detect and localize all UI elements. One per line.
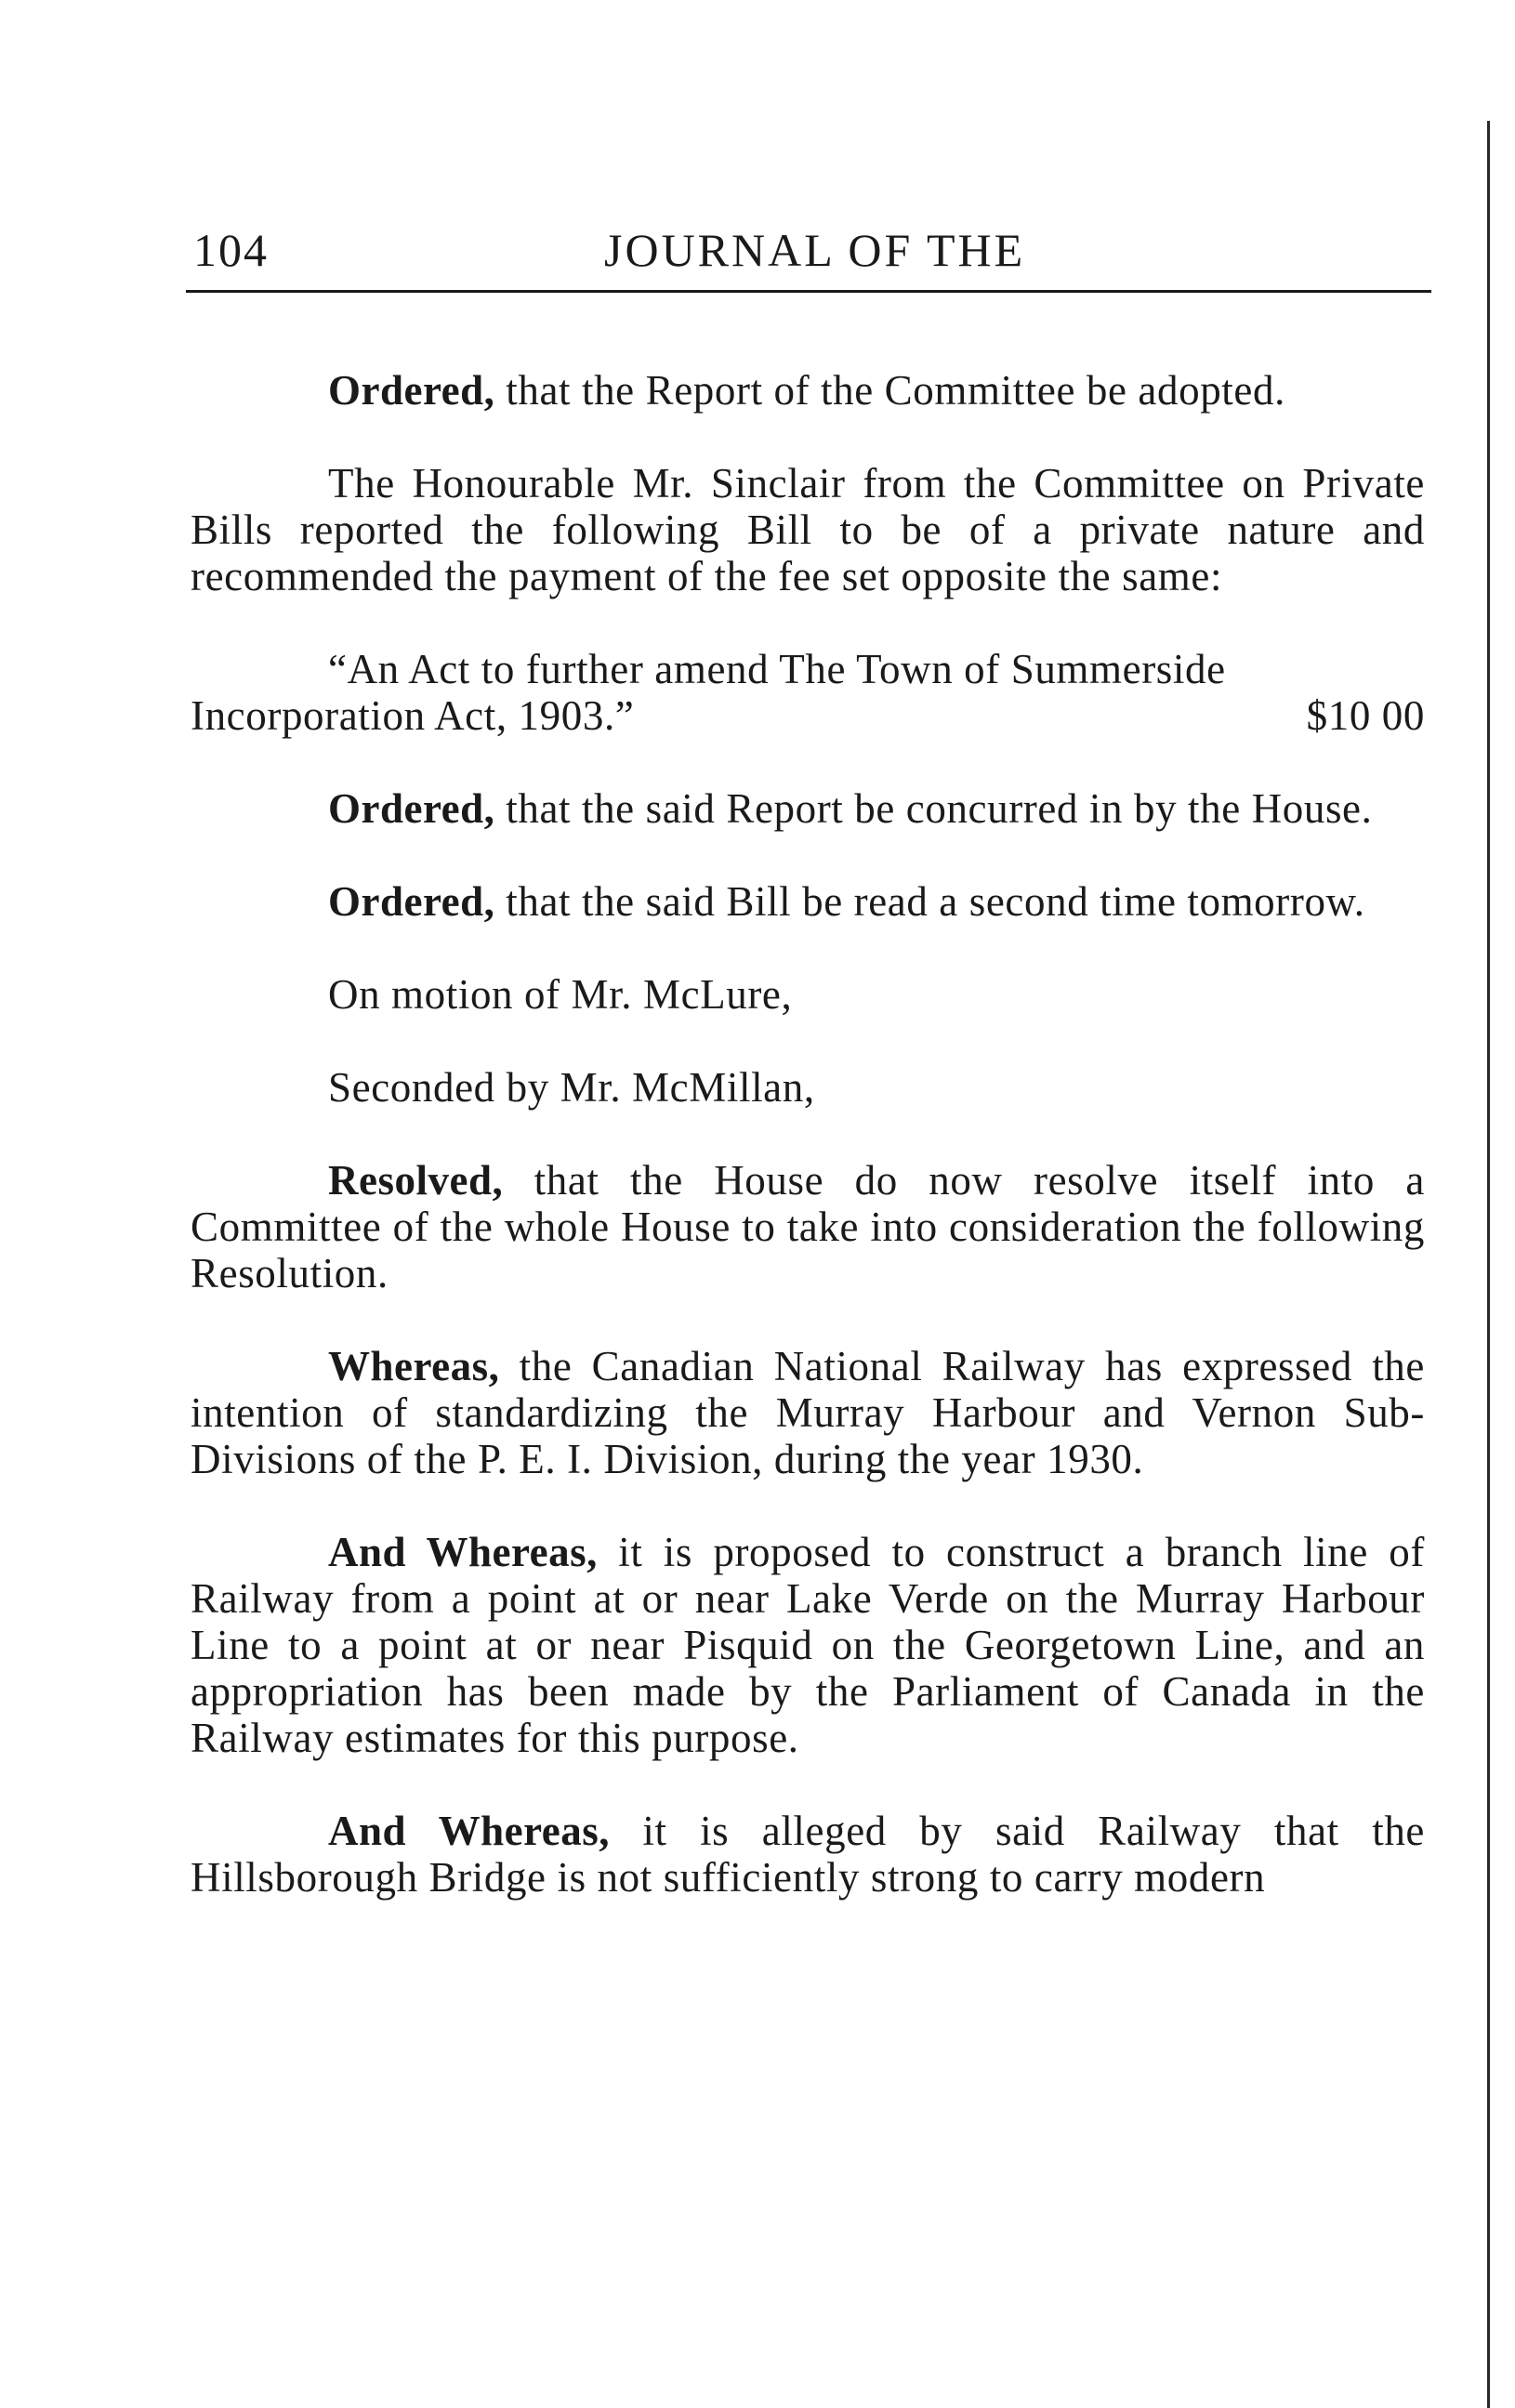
bill-entry bbox=[191, 646, 1425, 739]
paragraph-lead: Ordered, bbox=[328, 785, 495, 832]
paragraph-lead: And Whereas, bbox=[328, 1529, 598, 1575]
seconded-line: Seconded by Mr. McMillan, bbox=[328, 1064, 815, 1111]
page-number: 104 bbox=[193, 224, 269, 276]
page-header bbox=[186, 223, 1431, 290]
header-rule bbox=[186, 290, 1431, 293]
paragraph-text: that the said Report be concurred in by the House. bbox=[494, 785, 1373, 832]
paragraph-text: that the House do now resolve itself into a Committee of the whole House to take into consideration the following Resolution. bbox=[191, 1157, 1425, 1296]
paragraph-and-whereas-branch-line bbox=[191, 1529, 1425, 1761]
bill-title-continued: Incorporation Act, 1903.” bbox=[191, 692, 635, 739]
journal-body bbox=[191, 367, 1425, 1901]
paragraph-ordered-concurred bbox=[191, 785, 1425, 832]
page-edge-line bbox=[1487, 121, 1490, 2408]
paragraph-resolved bbox=[191, 1157, 1425, 1296]
paragraph-lead: Ordered, bbox=[328, 367, 495, 414]
bill-fee-line bbox=[191, 692, 1425, 739]
bill-title-line bbox=[191, 646, 1425, 692]
paragraph-text: it is proposed to construct a branch line of Railway from a point at or near Lake Verde on the Murray Harbour Line to a point at or near Pisquid on the Georgetown Line, and an appropriation has been made by the Parliament of Canada in the Railway estimates for this purpose. bbox=[191, 1529, 1425, 1761]
paragraph-and-whereas-bridge bbox=[191, 1808, 1425, 1901]
paragraph-text: it is alleged by said Railway that the Hillsborough Bridge is not sufficiently strong to carry modern bbox=[191, 1808, 1425, 1901]
paragraph-text: that the Report of the Committee be adopted. bbox=[494, 367, 1285, 414]
paragraph-committee-report bbox=[191, 460, 1425, 599]
paragraph-text: The Honourable Mr. Sinclair from the Committee on Private Bills reported the following Bill to be of a private nature and recommended the payment of the fee set opposite the same: bbox=[191, 460, 1425, 599]
paragraph-text: the Canadian National Railway has expressed the intention of standardizing the Murray Harbour and Vernon Sub-Divisions of the P. E. I. Division, during the year 1930. bbox=[191, 1343, 1425, 1482]
running-title: JOURNAL OF THE bbox=[604, 224, 1026, 276]
motion-line: On motion of Mr. McLure, bbox=[328, 971, 793, 1018]
paragraph-lead: Resolved, bbox=[328, 1157, 504, 1204]
bill-title: “An Act to further amend The Town of Summerside bbox=[328, 646, 1226, 692]
paragraph-ordered-second-reading bbox=[191, 878, 1425, 925]
paragraph-whereas bbox=[191, 1343, 1425, 1482]
paragraph-lead: And Whereas, bbox=[328, 1808, 610, 1854]
paragraph-lead: Whereas, bbox=[328, 1343, 500, 1389]
paragraph-text: that the said Bill be read a second time tomorrow. bbox=[494, 878, 1365, 925]
paragraph-lead: Ordered, bbox=[328, 878, 495, 925]
paragraph-ordered-adopted bbox=[191, 367, 1425, 414]
bill-fee: $10 00 bbox=[1306, 692, 1425, 739]
